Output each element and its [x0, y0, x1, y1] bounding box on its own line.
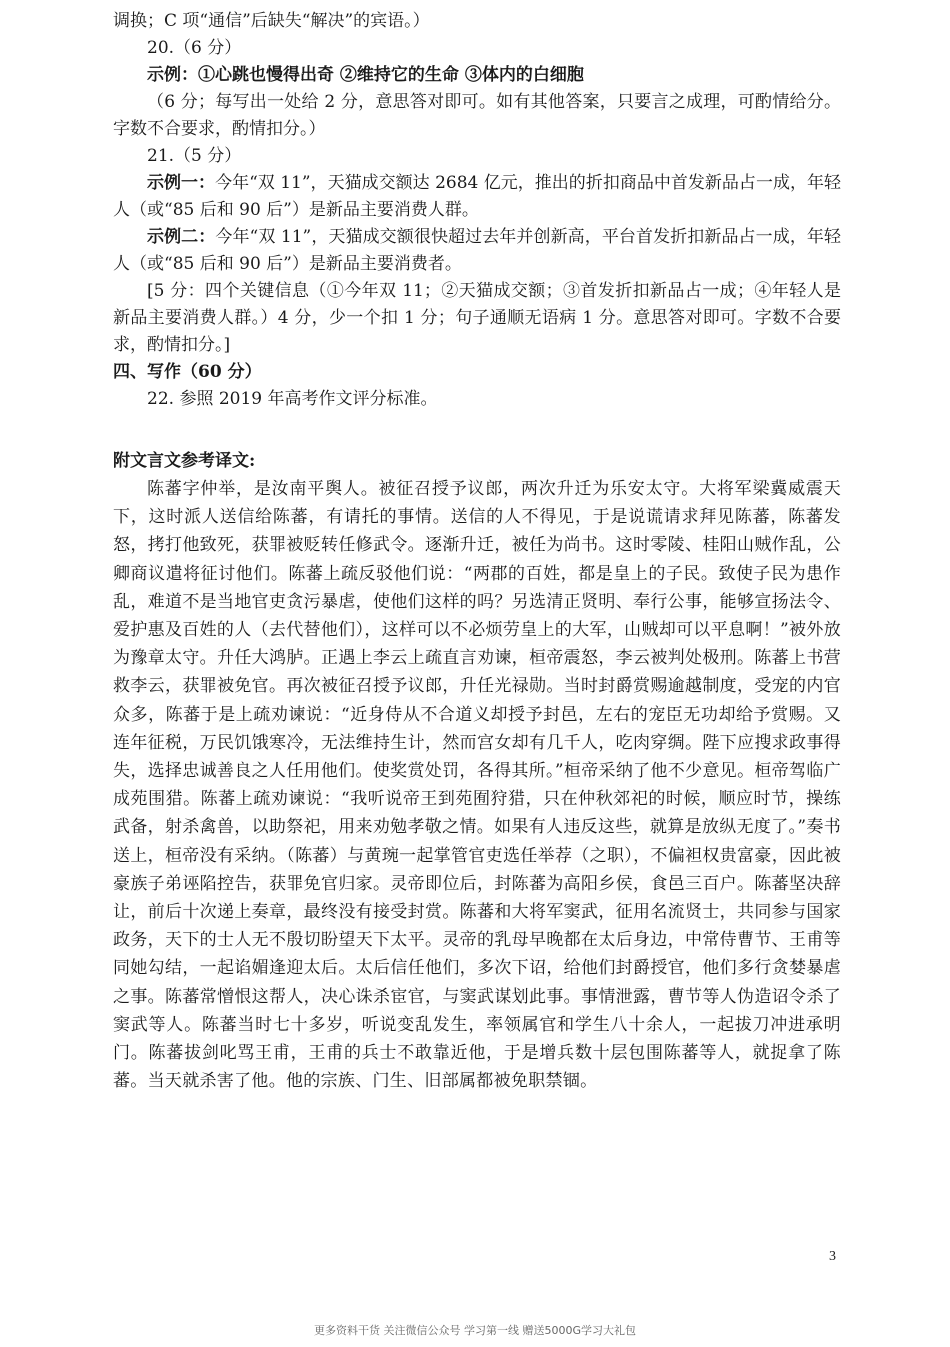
q21-example-2 — [113, 224, 841, 278]
section-writing-title: 四、写作（60 分） — [113, 362, 262, 382]
q20-example: 示例：①心跳也慢得出奇 ②维持它的生命 ③体内的白细胞 — [147, 65, 584, 85]
q21-header: 21.（5 分） — [147, 146, 242, 166]
appendix-title: 附文言文参考译文: — [113, 451, 256, 471]
q20-header: 20.（6 分） — [147, 38, 242, 58]
answer-continuation: 调换；C 项“通信”后缺失“解决”的宾语。） — [113, 11, 430, 31]
q21-example-1-label: 示例一： — [147, 173, 216, 193]
q20-scoring-note: （6 分；每写出一处给 2 分，意思答对即可。如有其他答案，只要言之成理，可酌情给分。字数不合要求，酌情扣分。） — [113, 92, 841, 139]
q21-scoring-note: [5 分：四个关键信息（①今年双 11；②天猫成交额；③首发折扣新品占一成；④年轻人是新品主要消费人群。）4 分，少一个扣 1 分；句子通顺无语病 1 分。意思答对即可。字数不合要求，酌情扣分。] — [113, 281, 841, 355]
appendix-translation: 陈蕃字仲举，是汝南平舆人。被征召授予议郎，两次升迁为乐安太守。大将军梁冀威震天下，这时派人送信给陈蕃，有请托的事情。送信的人不得见，于是说谎请求拜见陈蕃，陈蕃发怒，拷打他致死，获罪被贬转任修武令。逐渐升迁，被任为尚书。这时零陵、桂阳山贼作乱，公卿商议遣将征讨他们。陈蕃上疏反驳他们说：“两郡的百姓，都是皇上的子民。致使子民为患作乱，难道不是当地官吏贪污暴虐，使他们这样的吗？另选清正贤明、奉行公事，能够宣扬法令、爱护惠及百姓的人（去代替他们），这样可以不必烦劳皇上的大军，山贼却可以平息啊！”被外放为豫章太守。升任大鸿胪。正遇上李云上疏直言劝谏，桓帝震怒，李云被判处极刑。陈蕃上书营救李云，获罪被免官。再次被征召授予议郎，升任光禄勋。当时封爵赏赐逾越制度，受宠的内官众多，陈蕃于是上疏劝谏说：“近身侍从不合道义却授予封邑，左右的宠臣无功却给予赏赐。又连年征税，万民饥饿寒冷，无法维持生计，然而宫女却有几千人，吃肉穿绸。陛下应搜求政事得失，选择忠诚善良之人任用他们。使奖赏处罚，各得其所。”桓帝采纳了他不少意见。桓帝驾临广成苑围猎。陈蕃上疏劝谏说：“我听说帝王到苑囿狩猎，只在仲秋郊祀的时候，顺应时节，操练武备，射杀禽兽，以助祭祀，用来劝勉孝敬之情。如果有人违反这些，就算是放纵无度了。”奏书送上，桓帝没有采纳。（陈蕃）与黄琬一起掌管官吏选任举荐（之职），不偏袒权贵富豪，因此被豪族子弟诬陷控告，获罪免官归家。灵帝即位后，封陈蕃为高阳乡侯，食邑三百户。陈蕃坚决辞让，前后十次递上奏章，最终没有接受封赏。陈蕃和大将军窦武，征用名流贤士，共同参与国家政务，天下的士人无不殷切盼望天下太平。灵帝的乳母早晚都在太后身边，中常侍曹节、王甫等同她勾结，一起谄媚逢迎太后。太后信任他们，多次下诏，给他们封爵授官，他们多行贪婪暴虐之事。陈蕃常憎恨这帮人，决心诛杀宦官，与窦武谋划此事。事情泄露，曹节等人伪造诏令杀了窦武等人。陈蕃当时七十多岁，听说变乱发生，率领属官和学生八十余人，一起拔刀冲进承明门。陈蕃拔剑叱骂王甫，王甫的兵士不敢靠近他，于是增兵数十层包围陈蕃等人，就捉拿了陈蕃。当天就杀害了他。他的宗族、门生、旧部属都被免职禁锢。 — [113, 479, 841, 1092]
answer-page — [113, 8, 841, 1095]
q21-example-2-text: 今年“双 11”，天猫成交额很快超过去年并创新高，平台首发折扣新品占一成，年轻人（或“85 后和 90 后”）是新品主要消费者。 — [113, 227, 841, 274]
q21-example-2-label: 示例二： — [147, 227, 216, 247]
q21-example-1 — [113, 170, 841, 224]
page-number: 3 — [829, 1249, 836, 1264]
q22-text: 22. 参照 2019 年高考作文评分标准。 — [147, 389, 438, 409]
footer-promo: 更多资料干货 关注微信公众号 学习第一线 赠送5000G学习大礼包 — [313, 1324, 636, 1337]
q21-example-1-text: 今年“双 11”，天猫成交额达 2684 亿元，推出的折扣商品中首发新品占一成，年轻人（或“85 后和 90 后”）是新品主要消费人群。 — [113, 173, 841, 220]
